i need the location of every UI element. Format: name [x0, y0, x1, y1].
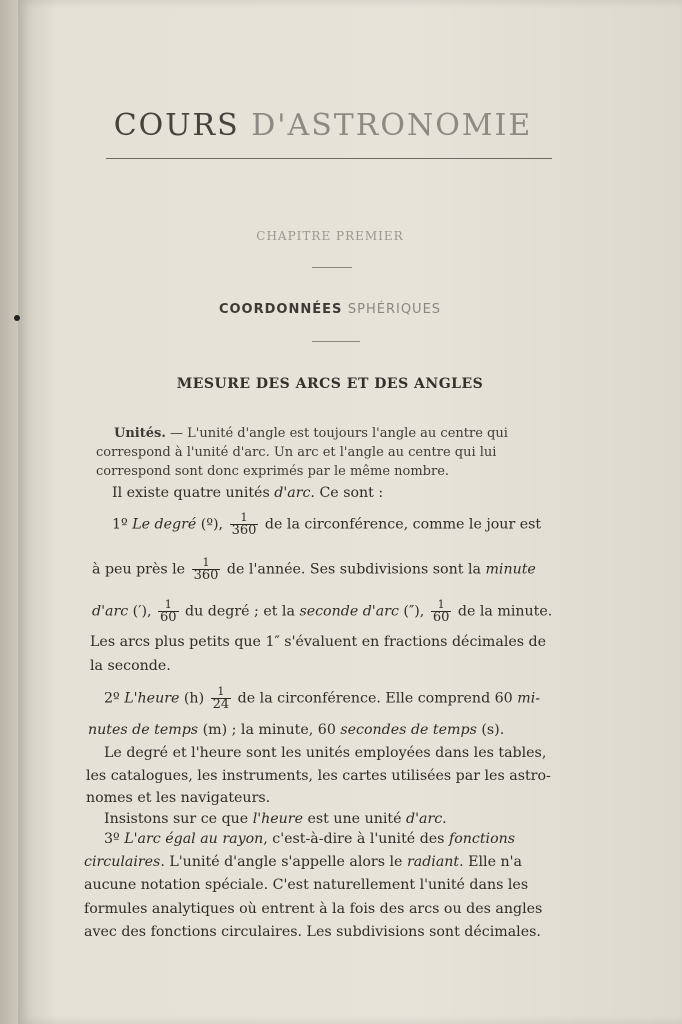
title-rule [106, 158, 552, 159]
fraction [431, 599, 452, 624]
text-line [92, 557, 604, 582]
text-span: Le degré [132, 516, 197, 533]
text-line: aucune notation spéciale. C'est naturellement l'unité dans les [84, 877, 529, 893]
text-line: les catalogues, les instruments, les cartes utilisées par les astro- [86, 768, 551, 784]
text-span: (h) [179, 690, 209, 707]
text-span: mi- [517, 690, 541, 707]
text-line: Le degré et l'heure sont les unités employées dans les tables, [104, 745, 547, 761]
text-span: circulaires [84, 854, 161, 870]
text-span: 3º [104, 831, 125, 847]
text-span: (″), [398, 603, 429, 620]
text-span: . Ce sont : [310, 485, 384, 501]
text-span: de la minute. [453, 603, 553, 620]
text-span: radiant [406, 854, 460, 870]
text-span: est une unité [303, 811, 406, 827]
text-span: d'arc [274, 485, 311, 501]
fraction [158, 599, 179, 624]
text-span: de la circonférence. Elle comprend 60 [233, 690, 518, 707]
text-span: du degré ; et la [180, 603, 300, 620]
text-span: (′), [128, 603, 156, 620]
text-span: de la circonférence, comme le jour est [260, 516, 542, 533]
text-span: 2º [104, 690, 125, 707]
fraction-den: 60 [160, 610, 177, 625]
text-line: nomes et les navigateurs. [86, 790, 271, 806]
text-line [92, 599, 604, 624]
fraction-num: 1 [158, 599, 179, 612]
chapter-label: CHAPITRE PREMIER [256, 229, 404, 243]
text-span: Insistons sur ce que [104, 811, 253, 827]
section-title [150, 302, 510, 317]
text-span: , c'est-à-dire à l'unité des [263, 831, 449, 847]
text-span: minute [485, 561, 536, 578]
text-span: nutes de temps [88, 722, 199, 738]
chapter-rule [312, 267, 352, 268]
text-span: Il existe quatre unités [112, 485, 275, 501]
subsection-heading: MESURE DES ARCS ET DES ANGLES [176, 376, 484, 392]
fraction [192, 557, 221, 582]
text-span: L'arc égal au rayon [124, 831, 264, 847]
title-part1: COURS [113, 108, 240, 143]
fraction [230, 512, 259, 537]
book-spine [0, 0, 18, 1024]
unites-label: Unités. [114, 426, 166, 441]
text-line: formules analytiques où entrent à la fois des arcs ou des angles [84, 901, 543, 917]
section-rule [312, 341, 360, 342]
text-span: l'heure [252, 811, 303, 827]
fraction-num: 1 [211, 686, 232, 699]
section-part1: COORDONNÉES [218, 302, 343, 317]
text-span: 1º [112, 516, 133, 533]
text-line [88, 721, 600, 739]
text-span: d'arc [92, 603, 129, 620]
fraction-den: 360 [193, 568, 219, 583]
text-line [104, 830, 616, 848]
text-span: . L'unité d'angle s'appelle alors le [160, 854, 407, 870]
text-line: correspond à l'unité d'arc. Un arc et l'angle au centre qui lui [96, 445, 497, 460]
text-span: L'heure [124, 690, 180, 707]
text-span: fonctions [448, 831, 516, 847]
text-line: correspond sont donc exprimés par le même nombre. [96, 464, 450, 479]
text-span: . Elle n'a [459, 854, 522, 870]
text-span: à peu près le [92, 561, 190, 578]
text-line [84, 853, 596, 871]
fraction-num: 1 [230, 512, 259, 525]
text-span: d'arc [406, 811, 443, 827]
fraction-num: 1 [431, 599, 452, 612]
text-span: . [442, 811, 447, 827]
text-line [114, 425, 626, 443]
text-span: (s). [476, 722, 505, 738]
fraction-den: 360 [231, 523, 257, 538]
text-line [112, 484, 624, 502]
text-span: secondes de temps [340, 722, 477, 738]
text-line [104, 810, 616, 828]
text-span: de l'année. Ses subdivisions sont la [222, 561, 486, 578]
text-span: (º), [196, 516, 228, 533]
text-line [112, 512, 624, 537]
text-span: — L'unité d'angle est toujours l'angle au centre qui [165, 426, 508, 441]
text-line: avec des fonctions circulaires. Les subdivisions sont décimales. [84, 924, 541, 940]
fraction-den: 60 [432, 610, 450, 625]
text-line: la seconde. [90, 658, 171, 674]
fraction-num: 1 [192, 557, 221, 570]
section-part2: SPHÉRIQUES [347, 302, 442, 317]
fraction [211, 686, 232, 711]
binding-mark [14, 315, 20, 321]
text-span: (m) ; la minute, 60 [198, 722, 341, 738]
fraction-den: 24 [212, 697, 230, 712]
text-line [104, 686, 616, 711]
page-title [88, 108, 558, 143]
text-span: seconde d'arc [299, 603, 399, 620]
title-part2: D'ASTRONOMIE [251, 108, 533, 143]
text-line: Les arcs plus petits que 1″ s'évaluent en fractions décimales de [90, 634, 547, 650]
